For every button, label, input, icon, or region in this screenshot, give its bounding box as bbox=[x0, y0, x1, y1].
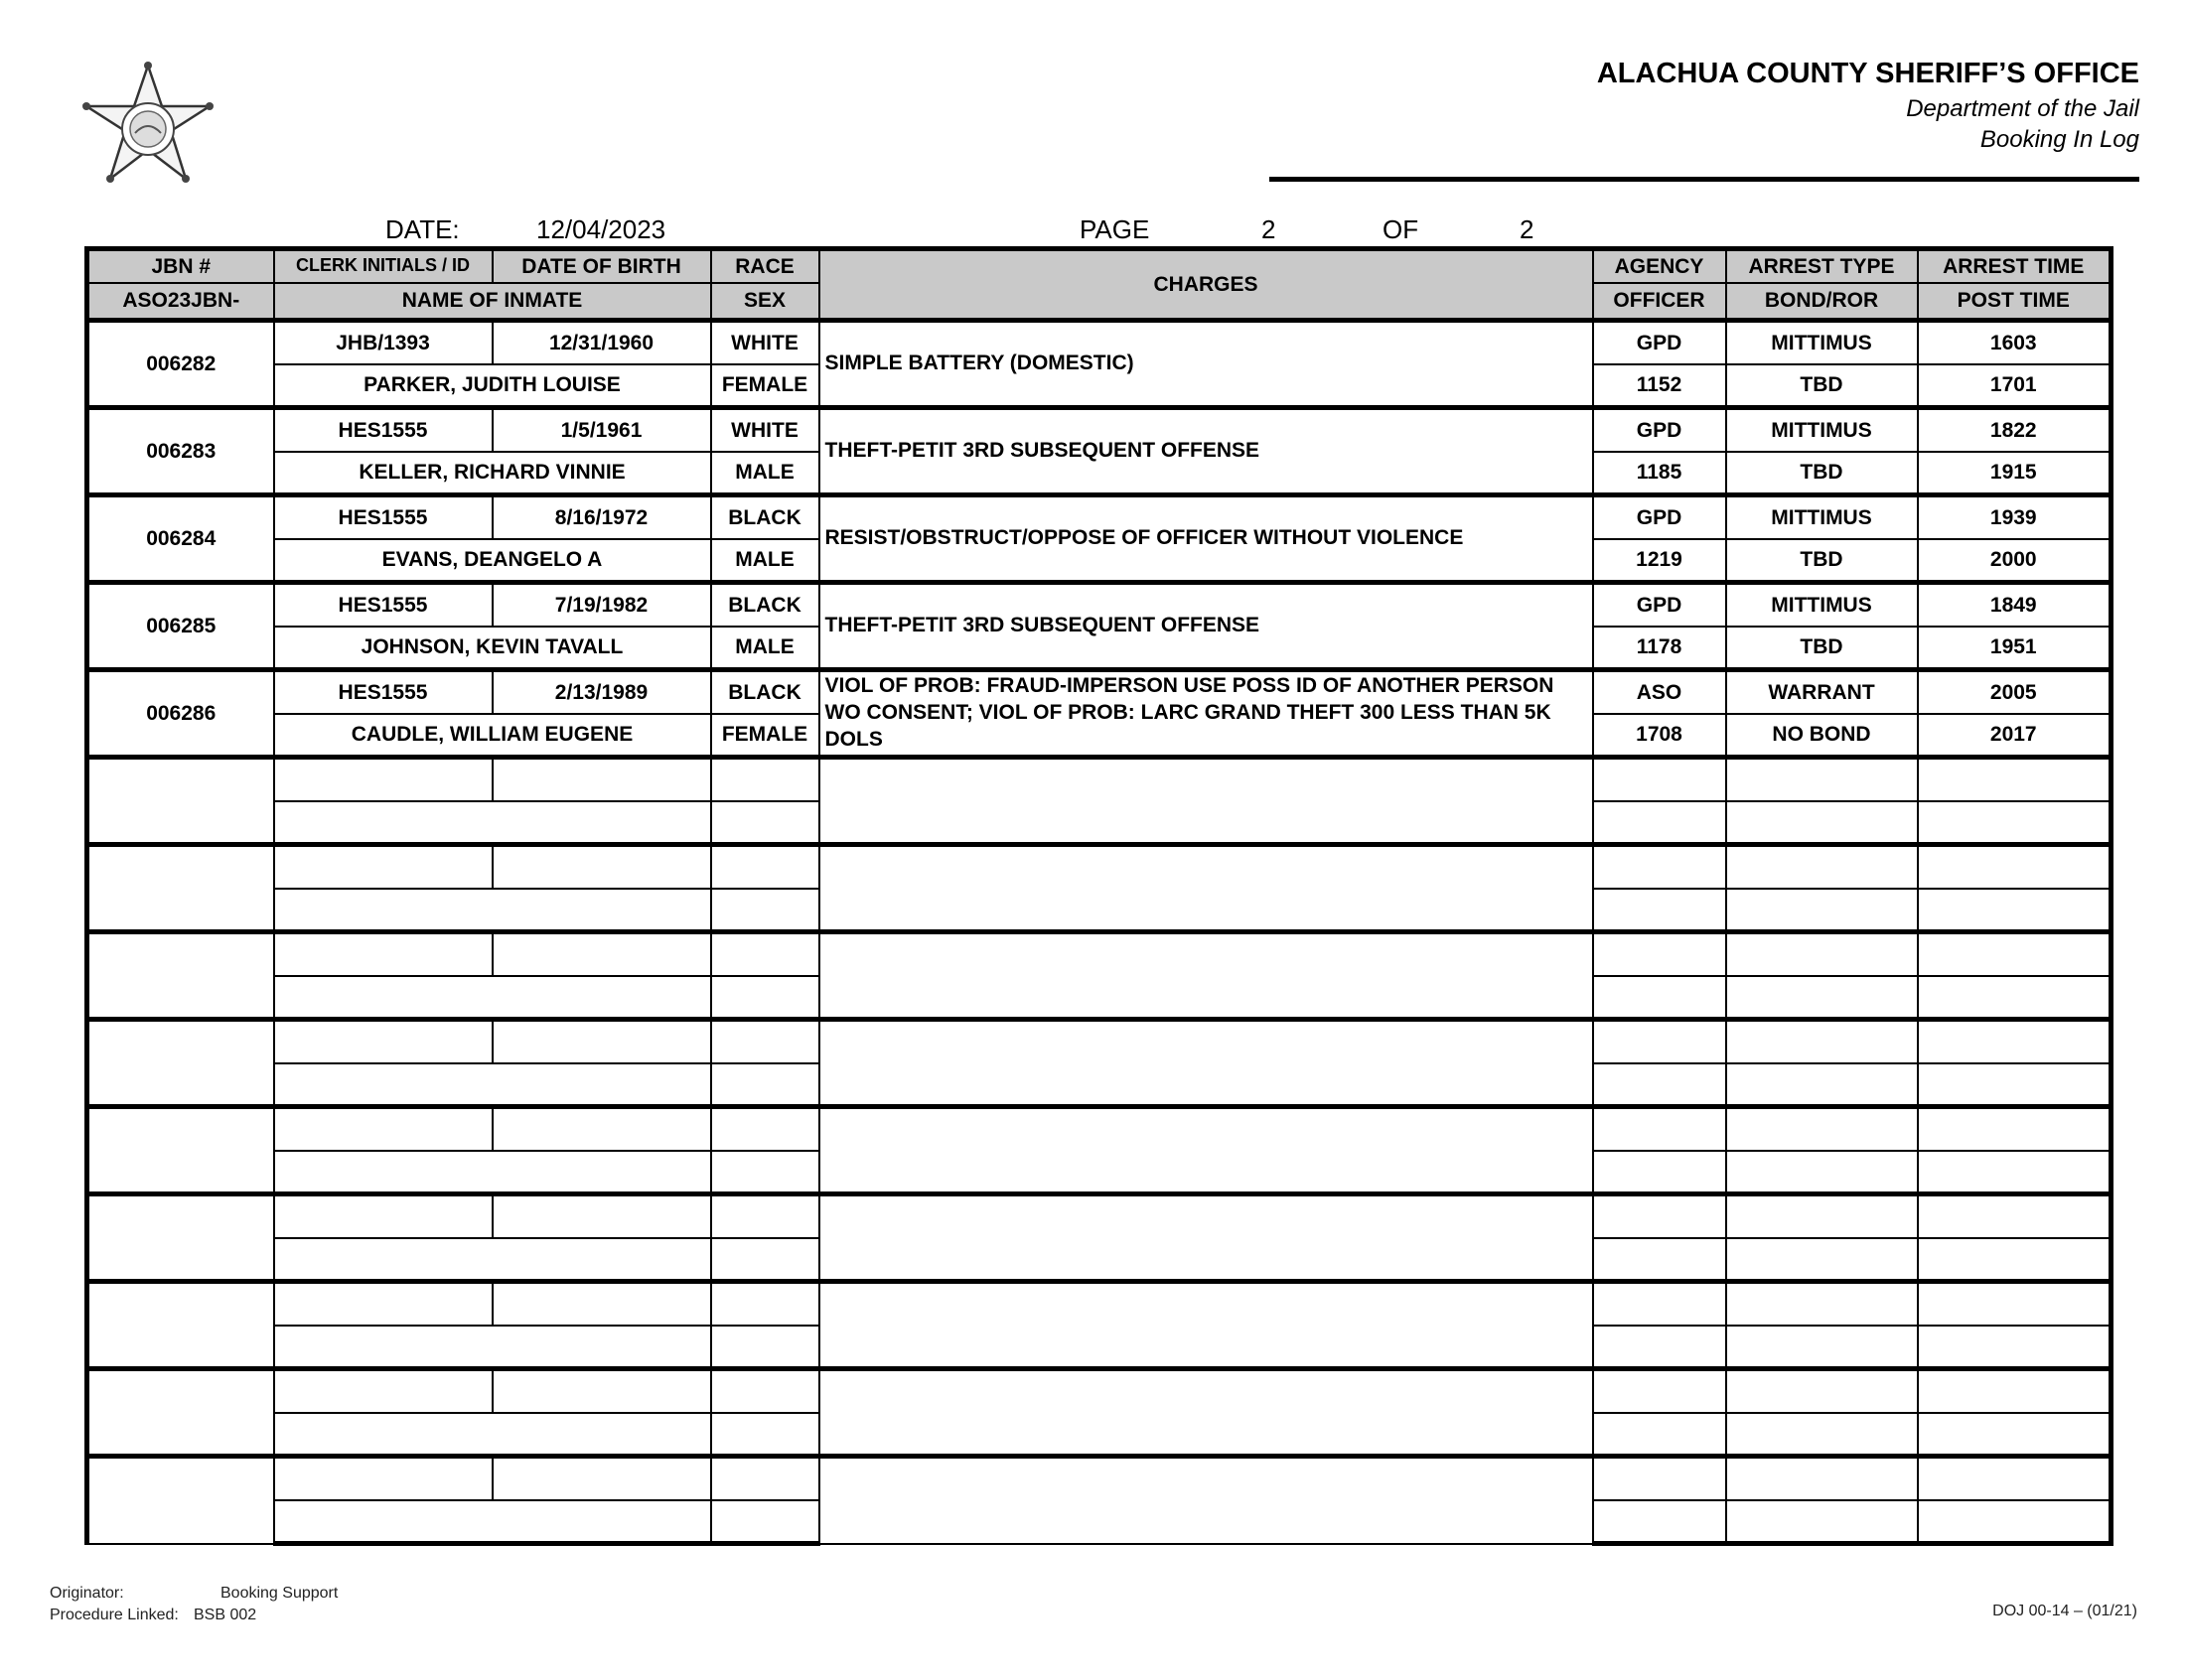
inmate-name bbox=[274, 1151, 711, 1194]
arrest-type bbox=[1726, 1107, 1918, 1151]
officer bbox=[1593, 1500, 1726, 1544]
arrest-time: 1603 bbox=[1918, 321, 2112, 364]
col-dob: DATE OF BIRTH bbox=[493, 249, 711, 283]
race: BLACK bbox=[711, 670, 819, 714]
record-row bbox=[87, 845, 2112, 889]
sex bbox=[711, 1238, 819, 1282]
sex bbox=[711, 1326, 819, 1369]
record-row bbox=[87, 408, 2112, 452]
col-agency: AGENCY bbox=[1593, 249, 1726, 283]
jbn-number bbox=[87, 1457, 274, 1544]
arrest-type bbox=[1726, 932, 1918, 976]
col-race: RACE bbox=[711, 249, 819, 283]
sheriff-star-badge bbox=[73, 62, 222, 187]
date-of-birth: 7/19/1982 bbox=[493, 583, 711, 627]
inmate-name bbox=[274, 1326, 711, 1369]
record-row bbox=[87, 670, 2112, 714]
col-officer: OFFICER bbox=[1593, 283, 1726, 321]
date-of-birth: 2/13/1989 bbox=[493, 670, 711, 714]
arrest-type bbox=[1726, 1369, 1918, 1413]
charges bbox=[819, 932, 1593, 1020]
inmate-name: JOHNSON, KEVIN TAVALL bbox=[274, 627, 711, 670]
inmate-name bbox=[274, 1238, 711, 1282]
inmate-name bbox=[274, 801, 711, 845]
inmate-name bbox=[274, 976, 711, 1020]
jbn-number: 006283 bbox=[87, 408, 274, 495]
arrest-time: 2005 bbox=[1918, 670, 2112, 714]
col-charges: CHARGES bbox=[819, 249, 1593, 321]
date-label: DATE: bbox=[385, 214, 460, 244]
clerk-id bbox=[274, 1020, 493, 1063]
date-of-birth bbox=[493, 1020, 711, 1063]
record-row bbox=[87, 932, 2112, 976]
charges bbox=[819, 1282, 1593, 1369]
record-row bbox=[87, 1194, 2112, 1238]
officer bbox=[1593, 1063, 1726, 1107]
jbn-number: 006282 bbox=[87, 321, 274, 408]
bond-ror bbox=[1726, 1500, 1918, 1544]
agency bbox=[1593, 1282, 1726, 1326]
arrest-type bbox=[1726, 1457, 1918, 1500]
date-of-birth: 12/31/1960 bbox=[493, 321, 711, 364]
bond-ror: TBD bbox=[1726, 452, 1918, 495]
arrest-time bbox=[1918, 845, 2112, 889]
post-time bbox=[1918, 801, 2112, 845]
arrest-type: MITTIMUS bbox=[1726, 408, 1918, 452]
procedure-label: Procedure Linked: bbox=[50, 1607, 179, 1623]
agency bbox=[1593, 1369, 1726, 1413]
col-jbn-prefix: ASO23JBN- bbox=[87, 283, 274, 321]
agency: GPD bbox=[1593, 495, 1726, 539]
arrest-time bbox=[1918, 932, 2112, 976]
bond-ror: TBD bbox=[1726, 539, 1918, 583]
post-time bbox=[1918, 1238, 2112, 1282]
post-time bbox=[1918, 1413, 2112, 1457]
officer: 1152 bbox=[1593, 364, 1726, 408]
procedure-value: BSB 002 bbox=[194, 1607, 257, 1623]
jbn-number: 006285 bbox=[87, 583, 274, 670]
post-time bbox=[1918, 889, 2112, 932]
sex: FEMALE bbox=[711, 714, 819, 758]
officer bbox=[1593, 1413, 1726, 1457]
jbn-number: 006284 bbox=[87, 495, 274, 583]
col-post-time: POST TIME bbox=[1918, 283, 2112, 321]
post-time bbox=[1918, 1151, 2112, 1194]
charges bbox=[819, 845, 1593, 932]
agency bbox=[1593, 845, 1726, 889]
charges bbox=[819, 758, 1593, 845]
arrest-time bbox=[1918, 1369, 2112, 1413]
arrest-time bbox=[1918, 758, 2112, 801]
sex bbox=[711, 1151, 819, 1194]
agency: GPD bbox=[1593, 408, 1726, 452]
log-title: Booking In Log bbox=[1979, 126, 2139, 153]
date-of-birth bbox=[493, 758, 711, 801]
record-row bbox=[87, 758, 2112, 801]
date-of-birth bbox=[493, 1369, 711, 1413]
agency bbox=[1593, 932, 1726, 976]
post-time bbox=[1918, 1500, 2112, 1544]
record-row bbox=[87, 1107, 2112, 1151]
arrest-time bbox=[1918, 1107, 2112, 1151]
jbn-number bbox=[87, 1282, 274, 1369]
bond-ror bbox=[1726, 889, 1918, 932]
date-of-birth bbox=[493, 1194, 711, 1238]
record-row bbox=[87, 583, 2112, 627]
arrest-time: 1822 bbox=[1918, 408, 2112, 452]
arrest-type: WARRANT bbox=[1726, 670, 1918, 714]
post-time bbox=[1918, 1063, 2112, 1107]
inmate-name: CAUDLE, WILLIAM EUGENE bbox=[274, 714, 711, 758]
jbn-number: 006286 bbox=[87, 670, 274, 758]
sex bbox=[711, 976, 819, 1020]
col-clerk: CLERK INITIALS / ID bbox=[274, 249, 493, 283]
post-time: 1701 bbox=[1918, 364, 2112, 408]
race bbox=[711, 1107, 819, 1151]
clerk-id bbox=[274, 1457, 493, 1500]
col-jbn: JBN # bbox=[87, 249, 274, 283]
bond-ror bbox=[1726, 1151, 1918, 1194]
arrest-type bbox=[1726, 1020, 1918, 1063]
officer bbox=[1593, 976, 1726, 1020]
race bbox=[711, 1020, 819, 1063]
inmate-name: EVANS, DEANGELO A bbox=[274, 539, 711, 583]
page-label: PAGE bbox=[1080, 214, 1150, 244]
sex bbox=[711, 1063, 819, 1107]
agency: ASO bbox=[1593, 670, 1726, 714]
clerk-id bbox=[274, 1369, 493, 1413]
record-row bbox=[87, 495, 2112, 539]
clerk-id: HES1555 bbox=[274, 583, 493, 627]
originator-label: Originator: bbox=[50, 1585, 124, 1602]
post-time: 1915 bbox=[1918, 452, 2112, 495]
race bbox=[711, 1369, 819, 1413]
page-total: 2 bbox=[1520, 214, 1534, 244]
jbn-number bbox=[87, 1020, 274, 1107]
jbn-number bbox=[87, 932, 274, 1020]
race: WHITE bbox=[711, 321, 819, 364]
col-name: NAME OF INMATE bbox=[274, 283, 711, 321]
clerk-id: HES1555 bbox=[274, 495, 493, 539]
record-row bbox=[87, 1282, 2112, 1326]
arrest-time bbox=[1918, 1194, 2112, 1238]
date-of-birth: 8/16/1972 bbox=[493, 495, 711, 539]
date-of-birth bbox=[493, 845, 711, 889]
date-of-birth bbox=[493, 932, 711, 976]
post-time: 2017 bbox=[1918, 714, 2112, 758]
officer: 1178 bbox=[1593, 627, 1726, 670]
clerk-id: JHB/1393 bbox=[274, 321, 493, 364]
col-arrest-type: ARREST TYPE bbox=[1726, 249, 1918, 283]
agency bbox=[1593, 1457, 1726, 1500]
form-code: DOJ 00-14 – (01/21) bbox=[1992, 1603, 2137, 1619]
agency bbox=[1593, 1194, 1726, 1238]
race bbox=[711, 1457, 819, 1500]
charges bbox=[819, 1020, 1593, 1107]
of-label: OF bbox=[1383, 214, 1419, 244]
record-row bbox=[87, 321, 2112, 364]
charges bbox=[819, 1369, 1593, 1457]
department-name: Department of the Jail bbox=[1906, 95, 2139, 122]
clerk-id bbox=[274, 1282, 493, 1326]
clerk-id: HES1555 bbox=[274, 408, 493, 452]
bond-ror bbox=[1726, 801, 1918, 845]
inmate-name bbox=[274, 1063, 711, 1107]
bond-ror: TBD bbox=[1726, 627, 1918, 670]
race bbox=[711, 1282, 819, 1326]
race bbox=[711, 845, 819, 889]
page-number: 2 bbox=[1261, 214, 1276, 244]
bond-ror bbox=[1726, 1413, 1918, 1457]
officer bbox=[1593, 1326, 1726, 1369]
jbn-number bbox=[87, 845, 274, 932]
sex: FEMALE bbox=[711, 364, 819, 408]
record-row bbox=[87, 1369, 2112, 1413]
race: BLACK bbox=[711, 495, 819, 539]
bond-ror bbox=[1726, 1238, 1918, 1282]
date-of-birth bbox=[493, 1457, 711, 1500]
agency bbox=[1593, 1107, 1726, 1151]
agency bbox=[1593, 1020, 1726, 1063]
date-of-birth: 1/5/1961 bbox=[493, 408, 711, 452]
officer bbox=[1593, 801, 1726, 845]
agency: GPD bbox=[1593, 321, 1726, 364]
charges bbox=[819, 1194, 1593, 1282]
date-value: 12/04/2023 bbox=[536, 214, 666, 244]
charges: SIMPLE BATTERY (DOMESTIC) bbox=[819, 321, 1593, 408]
date-of-birth bbox=[493, 1107, 711, 1151]
jbn-number bbox=[87, 1107, 274, 1194]
arrest-time bbox=[1918, 1020, 2112, 1063]
race: WHITE bbox=[711, 408, 819, 452]
arrest-time: 1939 bbox=[1918, 495, 2112, 539]
booking-log-table bbox=[84, 246, 2113, 1546]
sex: MALE bbox=[711, 452, 819, 495]
charges: VIOL OF PROB: FRAUD-IMPERSON USE POSS ID OF ANOTHER PERSON WO CONSENT; VIOL OF PROB: LARC GRAND THEFT 300 LESS THAN 5K DOLS bbox=[819, 670, 1593, 758]
post-time bbox=[1918, 1326, 2112, 1369]
officer: 1185 bbox=[1593, 452, 1726, 495]
charges: RESIST/OBSTRUCT/OPPOSE OF OFFICER WITHOUT VIOLENCE bbox=[819, 495, 1593, 583]
post-time bbox=[1918, 976, 2112, 1020]
race: BLACK bbox=[711, 583, 819, 627]
col-bond: BOND/ROR bbox=[1726, 283, 1918, 321]
clerk-id bbox=[274, 758, 493, 801]
clerk-id: HES1555 bbox=[274, 670, 493, 714]
inmate-name bbox=[274, 1413, 711, 1457]
clerk-id bbox=[274, 1107, 493, 1151]
officer: 1708 bbox=[1593, 714, 1726, 758]
officer bbox=[1593, 1238, 1726, 1282]
charges: THEFT-PETIT 3RD SUBSEQUENT OFFENSE bbox=[819, 583, 1593, 670]
sex bbox=[711, 1500, 819, 1544]
officer bbox=[1593, 889, 1726, 932]
arrest-type bbox=[1726, 845, 1918, 889]
bond-ror: NO BOND bbox=[1726, 714, 1918, 758]
inmate-name: KELLER, RICHARD VINNIE bbox=[274, 452, 711, 495]
jbn-number bbox=[87, 1194, 274, 1282]
arrest-time bbox=[1918, 1282, 2112, 1326]
record-row bbox=[87, 1020, 2112, 1063]
bond-ror bbox=[1726, 1063, 1918, 1107]
col-sex: SEX bbox=[711, 283, 819, 321]
agency bbox=[1593, 758, 1726, 801]
arrest-type: MITTIMUS bbox=[1726, 321, 1918, 364]
inmate-name bbox=[274, 889, 711, 932]
jbn-number bbox=[87, 758, 274, 845]
officer bbox=[1593, 1151, 1726, 1194]
inmate-name bbox=[274, 1500, 711, 1544]
charges bbox=[819, 1457, 1593, 1544]
clerk-id bbox=[274, 932, 493, 976]
clerk-id bbox=[274, 845, 493, 889]
race bbox=[711, 758, 819, 801]
arrest-time bbox=[1918, 1457, 2112, 1500]
arrest-time: 1849 bbox=[1918, 583, 2112, 627]
arrest-type bbox=[1726, 758, 1918, 801]
office-title: ALACHUA COUNTY SHERIFF’S OFFICE bbox=[1596, 58, 2139, 89]
arrest-type bbox=[1726, 1194, 1918, 1238]
bond-ror: TBD bbox=[1726, 364, 1918, 408]
date-of-birth bbox=[493, 1282, 711, 1326]
sex bbox=[711, 889, 819, 932]
officer: 1219 bbox=[1593, 539, 1726, 583]
sex bbox=[711, 1413, 819, 1457]
inmate-name: PARKER, JUDITH LOUISE bbox=[274, 364, 711, 408]
agency: GPD bbox=[1593, 583, 1726, 627]
post-time: 2000 bbox=[1918, 539, 2112, 583]
header-rule bbox=[1269, 177, 2139, 182]
sex: MALE bbox=[711, 627, 819, 670]
post-time: 1951 bbox=[1918, 627, 2112, 670]
sex: MALE bbox=[711, 539, 819, 583]
sex bbox=[711, 801, 819, 845]
record-row bbox=[87, 1457, 2112, 1500]
race bbox=[711, 1194, 819, 1238]
jbn-number bbox=[87, 1369, 274, 1457]
charges: THEFT-PETIT 3RD SUBSEQUENT OFFENSE bbox=[819, 408, 1593, 495]
arrest-type: MITTIMUS bbox=[1726, 495, 1918, 539]
charges bbox=[819, 1107, 1593, 1194]
race bbox=[711, 932, 819, 976]
arrest-type bbox=[1726, 1282, 1918, 1326]
col-arrest-time: ARREST TIME bbox=[1918, 249, 2112, 283]
arrest-type: MITTIMUS bbox=[1726, 583, 1918, 627]
clerk-id bbox=[274, 1194, 493, 1238]
bond-ror bbox=[1726, 1326, 1918, 1369]
originator-value: Booking Support bbox=[220, 1585, 339, 1602]
bond-ror bbox=[1726, 976, 1918, 1020]
